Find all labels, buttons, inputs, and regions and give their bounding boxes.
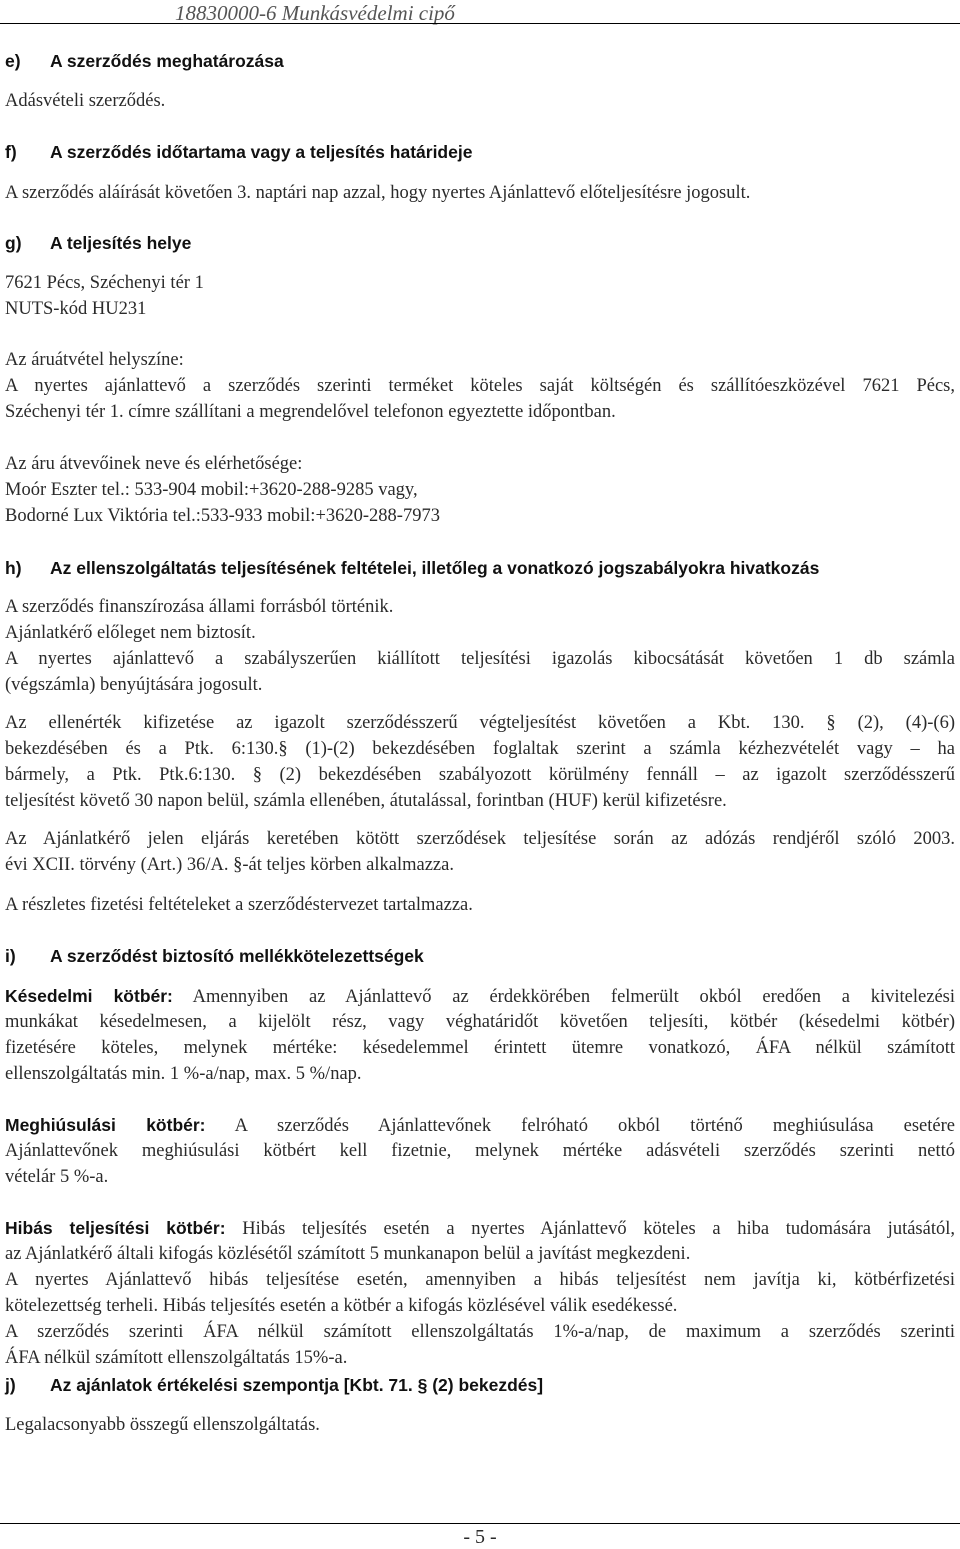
failure-penalty-line-1 — [5, 1112, 955, 1139]
section-g-title: A teljesítés helye — [50, 233, 192, 253]
defect-penalty-line-2: az Ajánlatkérő általi kifogás közlésétől számított 5 munkanapon belül a javítást megkezdeni. — [5, 1244, 691, 1264]
delivery-site-line-2: Széchenyi tér 1. címre szállítani a megrendelővel telefonon egyeztette időpontban. — [5, 402, 616, 422]
contacts-label: Az áru átvevőinek neve és elérhetősége: — [5, 454, 303, 474]
section-e-body: Adásvételi szerződés. — [5, 91, 166, 111]
invoice-text-line-2: (végszámla) benyújtására jogosult. — [5, 675, 263, 695]
defect-penalty-line-4: kötelezettség terheli. Hibás teljesítés esetén a kötbér a kifogás közlésével válik esedékessé. — [5, 1296, 678, 1316]
payment-text-line-2: bekezdésében és a Ptk. 6:130.§ (1)-(2) bekezdésében foglaltak szerint a számla kézhezvételét vagy – ha — [5, 739, 955, 759]
section-i-title: A szerződést biztosító mellékkötelezettségek — [50, 946, 424, 966]
financing-text: A szerződés finanszírozása állami forrásból történik. — [5, 597, 394, 617]
late-penalty-line-3: fizetésére köteles, melynek mértéke: késedelemmel érintett ütemre vonatkozó, ÁFA nélkül számított — [5, 1038, 955, 1058]
section-f-label: f) — [5, 142, 17, 162]
defect-penalty-label: Hibás teljesítési kötbér: — [5, 1218, 226, 1238]
page-number: - 5 - — [463, 1526, 497, 1548]
delivery-address: 7621 Pécs, Széchenyi tér 1 — [5, 273, 204, 293]
defect-penalty-text: Hibás teljesítés esetén a nyertes Ajánlattevő köteles a hiba tudomására jutásától, — [225, 1219, 955, 1239]
section-e-heading — [5, 48, 284, 74]
section-i-label: i) — [5, 946, 16, 966]
late-penalty-line-4: ellenszolgáltatás min. 1 %-a/nap, max. 5 %/nap. — [5, 1064, 362, 1084]
section-j-title: Az ajánlatok értékelési szempontja [Kbt. 71. § (2) bekezdés] — [50, 1375, 544, 1395]
section-j-heading — [5, 1372, 543, 1398]
late-penalty-line-1 — [5, 983, 955, 1010]
footer-divider — [0, 1523, 960, 1524]
late-penalty-line-2: munkákat késedelmesen, a kijelölt rész, vagy véghatáridőt követően teljesíti, kötbér (késedelmi kötbér) — [5, 1012, 955, 1032]
payment-terms-text: A részletes fizetési feltételeket a szerződéstervezet tartalmazza. — [5, 895, 473, 915]
failure-penalty-line-3: vételár 5 %-a. — [5, 1167, 109, 1187]
nuts-code: NUTS-kód HU231 — [5, 299, 147, 319]
payment-text-line-3: bármely, a Ptk. Ptk.6:130. § (2) bekezdésében szabályozott körülmény fennáll – az igazolt szerződésszerű — [5, 765, 955, 785]
payment-text-line-4: teljesítést követő 30 napon belül, számla ellenében, átutalással, forintban (HUF) kerül kifizetésre. — [5, 791, 727, 811]
defect-penalty-line-1 — [5, 1215, 955, 1242]
section-g-label: g) — [5, 233, 22, 253]
contact-1: Moór Eszter tel.: 533-904 mobil:+3620-288-9285 vagy, — [5, 480, 418, 500]
late-penalty-text: Amennyiben az Ajánlattevő az érdekkörében felmerült okból eredően a kivitelezési — [172, 987, 955, 1007]
delivery-site-line-1: A nyertes ajánlattevő a szerződés szerinti terméket köteles saját költségén és szállítóeszközével 7621 Pécs, — [5, 376, 955, 396]
late-penalty-label: Késedelmi kötbér: — [5, 986, 173, 1006]
section-g-heading — [5, 230, 191, 256]
section-f-body: A szerződés aláírását követően 3. naptári nap azzal, hogy nyertes Ajánlattevő előteljesítésre jogosult. — [5, 183, 751, 203]
header-divider — [0, 23, 960, 24]
contact-2: Bodorné Lux Viktória tel.:533-933 mobil:+3620-288-7973 — [5, 506, 440, 526]
section-j-label: j) — [5, 1375, 16, 1395]
page-header: 18830000-6 Munkásvédelmi cipő — [175, 1, 455, 25]
section-j-body: Legalacsonyabb összegű ellenszolgáltatás. — [5, 1415, 320, 1435]
invoice-text-line-1: A nyertes ajánlattevő a szabályszerűen kiállított teljesítési igazolás kibocsátását követően 1 db számla — [5, 649, 955, 669]
defect-penalty-line-6: ÁFA nélkül számított ellenszolgáltatás 15%-a. — [5, 1348, 348, 1368]
section-e-title: A szerződés meghatározása — [50, 51, 284, 71]
section-i-heading — [5, 943, 424, 969]
section-h-label: h) — [5, 558, 22, 578]
defect-penalty-line-3: A nyertes Ajánlattevő hibás teljesítése esetén, amennyiben a hibás teljesítést nem javítja ki, kötbérfizetési — [5, 1270, 955, 1290]
section-h-heading — [5, 555, 819, 581]
failure-penalty-text: A szerződés Ajánlattevőnek felróható okból történő meghiúsulása esetére — [205, 1116, 955, 1136]
section-f-heading — [5, 139, 472, 165]
tax-text-line-1: Az Ajánlatkérő jelen eljárás keretében kötött szerződések teljesítése során az adózás rendjéről szóló 2003. — [5, 829, 955, 849]
failure-penalty-label: Meghiúsulási kötbér: — [5, 1115, 206, 1135]
failure-penalty-line-2: Ajánlattevőnek meghiúsulási kötbért kell fizetnie, melynek mértéke adásvételi szerződés szerinti nettó — [5, 1141, 955, 1161]
section-f-title: A szerződés időtartama vagy a teljesítés határideje — [50, 142, 473, 162]
defect-penalty-line-5: A szerződés szerinti ÁFA nélkül számított ellenszolgáltatás 1%-a/nap, de maximum a szerződés szerinti — [5, 1322, 955, 1342]
tax-text-line-2: évi XCII. törvény (Art.) 36/A. §-át teljes körben alkalmazza. — [5, 855, 454, 875]
advance-text: Ajánlatkérő előleget nem biztosít. — [5, 623, 256, 643]
section-e-label: e) — [5, 51, 21, 71]
delivery-site-label: Az áruátvétel helyszíne: — [5, 350, 184, 370]
section-h-title: Az ellenszolgáltatás teljesítésének feltételei, illetőleg a vonatkozó jogszabályokra hivatkozás — [50, 558, 820, 578]
payment-text-line-1: Az ellenérték kifizetése az igazolt szerződésszerű végteljesítést követően a Kbt. 130. § (2), (4)-(6) — [5, 713, 955, 733]
